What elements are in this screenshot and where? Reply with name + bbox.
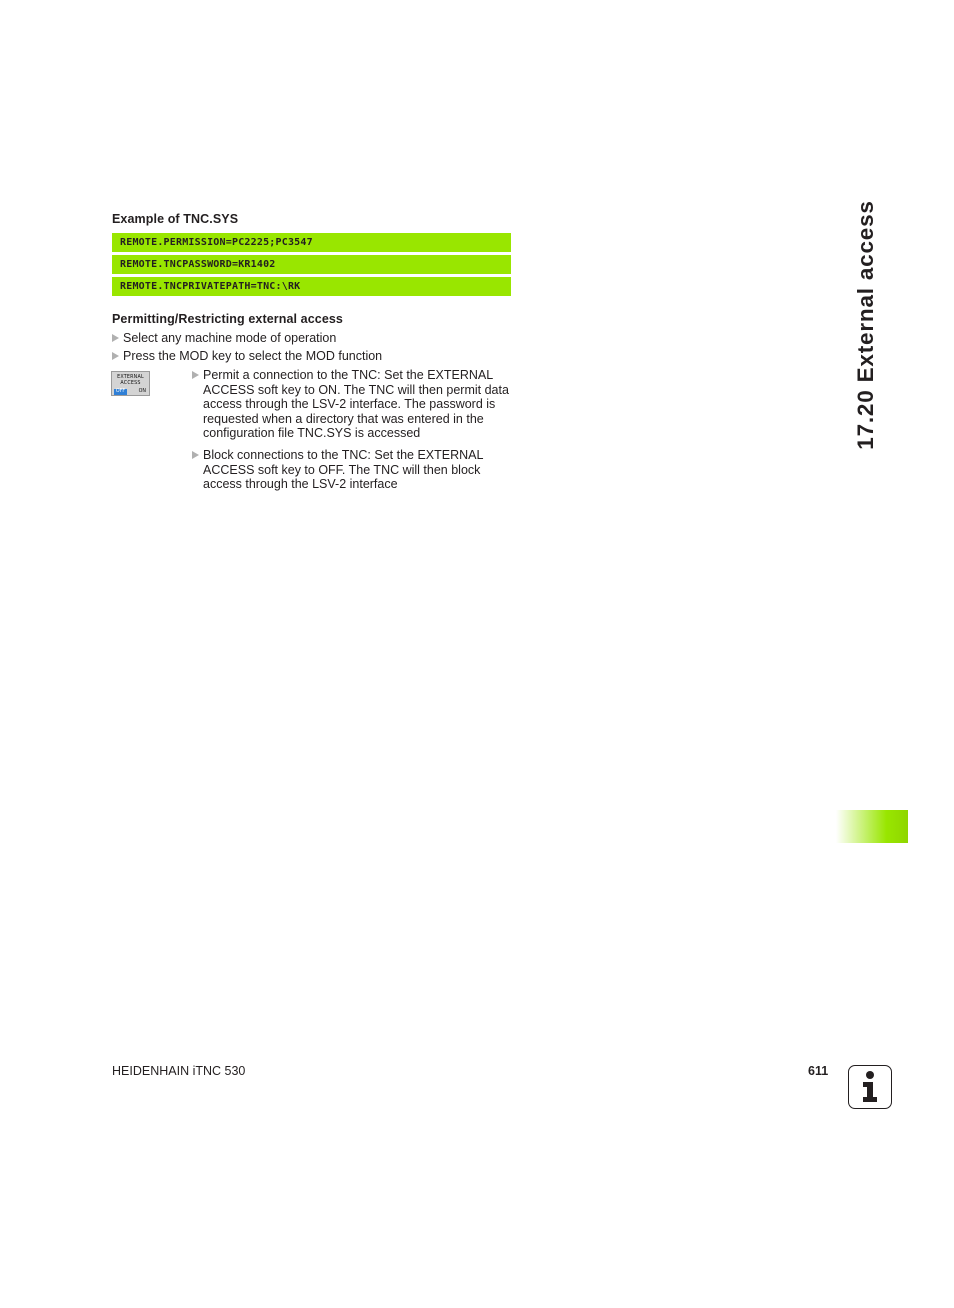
softkey-label-line1: EXTERNAL	[117, 375, 144, 380]
info-glyph	[849, 1066, 890, 1107]
step-item	[112, 331, 512, 346]
triangle-right-icon	[192, 451, 199, 459]
code-text: REMOTE.TNCPASSWORD=KR1402	[120, 259, 276, 270]
example-heading: Example of TNC.SYS	[112, 212, 239, 226]
softkey-on-state: ON	[138, 389, 146, 394]
triangle-right-icon	[112, 352, 119, 360]
step-text: Select any machine mode of operation	[123, 331, 337, 345]
code-text: REMOTE.TNCPRIVATEPATH=TNC:\RK	[120, 281, 301, 292]
external-access-softkey	[111, 371, 150, 396]
chapter-side-title: 17.20 External access	[853, 200, 878, 450]
softkey-step-text: Permit a connection to the TNC: Set the EXTERNAL ACCESS soft key to ON. The TNC will then permit data access through the LSV-2 interface. The password is requested when a directory that was entered in the configuration file TNC.SYS is accessed	[203, 368, 509, 440]
access-heading: Permitting/Restricting external access	[112, 312, 343, 326]
softkey-step-item	[192, 368, 510, 441]
code-line-2	[112, 255, 511, 274]
chapter-tab-marker	[836, 810, 908, 843]
softkey-off-state: OFF	[115, 389, 126, 394]
info-icon	[848, 1065, 892, 1109]
code-line-1	[112, 233, 511, 252]
softkey-step-item	[192, 448, 510, 492]
softkey-step-text: Block connections to the TNC: Set the EXTERNAL ACCESS soft key to OFF. The TNC will then block access through the LSV-2 interface	[203, 448, 483, 491]
footer-product: HEIDENHAIN iTNC 530	[112, 1064, 246, 1078]
softkey-label-line2: ACCESS	[120, 381, 141, 386]
triangle-right-icon	[112, 334, 119, 342]
footer-page-number: 611	[808, 1064, 829, 1078]
code-line-3	[112, 277, 511, 296]
step-text: Press the MOD key to select the MOD function	[123, 349, 383, 363]
triangle-right-icon	[192, 371, 199, 379]
code-text: REMOTE.PERMISSION=PC2225;PC3547	[120, 237, 313, 248]
step-item	[112, 349, 512, 364]
